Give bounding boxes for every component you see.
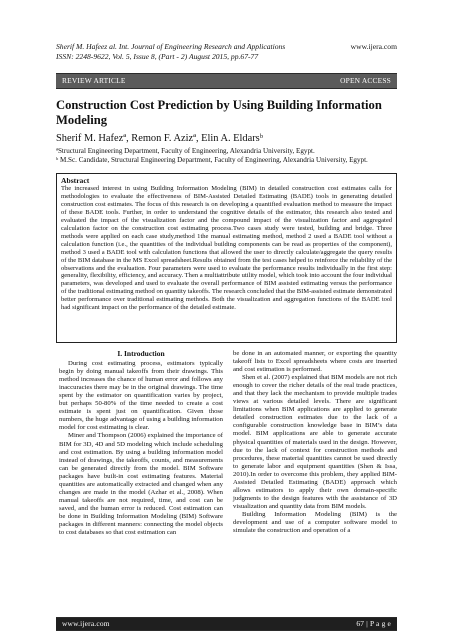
author-list: Sherif M. Hafezª, Remon F. Azizª, Elin A. Eldarsᵇ <box>56 133 263 144</box>
paragraph: Building Information Modeling (BIM) is the development and use of a computer software model to simulate the construction and operation of a <box>233 510 397 535</box>
page-footer <box>56 617 397 631</box>
paragraph: During cost estimating process, estimators typically begin by doing manual takeoffs from their drawings. This method increases the chance of human error and follows any inaccuracies there may be in the original drawings. The time spent by the estimator on quantification varies by project, but perhaps 50-80% of the time needed to create a cost estimate is spent just on quantification. Given those numbers, the huge advantage of using a building information model for cost estimating is clear. <box>59 360 223 432</box>
abstract-text: The increased interest in using Building Information Modeling (BIM) in detailed construction cost estimates calls for methodologies to evaluate the effectiveness of BIM-Assisted Detailed Estimating (BADE) tools in generating detailed construction cost estimates. The focus of this research is on developing a quantified evaluation method to measure the impact of these BADE tools. Further, in order to understand the cognitive details of the estimator, this research also tested and evaluated the impact of the visualization factor and the compound impact of the visualization factor and aggregated calculation factor on the construction cost estimating process.Two cases study were tested, building and bridge. Three methods were applied on each case study,method 1the manual estimating method, method 2 used a BADE tool without a calculation function (i.e., the quantities of the individual building components can be read as properties of the component), method 3 used a BADE tool with calculation functions that allowed the user to directly calculate/aggregate the query results of the BIM database in the MS Excel spreadsheet.Results obtained from the test cases helped to reinforce the reliability of the observations and the evaluation. Four parameters were used to evaluate the performance results individually in the first step: generality, flexibility, efficiency, and accuracy. Then a multiattribute utility model, which took into account the four individual parameters, was developed and used to evaluate the overall performance of BIM assisted estimating versus the performance of the traditional estimating method on quantity takeoffs. The research concluded that the BIM-assisted estimate demonstrated better performance over traditional estimating methods. Both the visualization and aggregation functions of the BADE tool had significant impact on the performance of the detailed estimate. <box>61 185 393 312</box>
open-access-label: OPEN ACCESS <box>340 76 391 85</box>
journal-citation: Sherif M. Hafeez al. Int. Journal of Engineering Research and Applications <box>56 42 286 51</box>
paper-title: Construction Cost Prediction by Using Building Information Modeling <box>56 98 382 127</box>
right-column <box>233 350 397 535</box>
journal-website[interactable]: www.ijera.com <box>350 42 397 51</box>
section-heading-introduction: I. Introduction <box>117 349 165 358</box>
review-article-label: REVIEW ARTICLE <box>62 76 126 85</box>
affiliation-b: ᵇ M.Sc. Candidate, Structural Engineering Department, Faculty of Engineering, Alexandria University, Egypt. <box>56 156 368 164</box>
affiliation-a: ªStructural Engineering Department, Faculty of Engineering, Alexandria University, Egypt. <box>56 147 315 155</box>
abstract-heading: Abstract <box>61 176 90 185</box>
page-number: 67 | P a g e <box>356 619 391 628</box>
paragraph: Miner and Thompson (2006) explained the importance of BIM for 3D, 4D and 5D modeling which include scheduling and cost estimation. By using a building information model instead of drawings, the takeoffs, counts, and measurements can be generated directly from the model. BIM Software packages have built-in cost estimating features. Material quantities are automatically extracted and changed when any changes are made in the model (Azhar et al., 2008). When manual takeoffs are not required, time, and cost can be saved, and the human error is reduced. Cost estimation can be done in Building Information Modeling (BIM) Software packages in different manners: connecting the model objects to cost databases so that cost estimation can <box>59 432 223 537</box>
journal-issn: ISSN: 2248-9622, Vol. 5, Issue 8, (Part - 2) August 2015, pp.67-77 <box>56 52 259 61</box>
left-column <box>59 350 223 537</box>
footer-website[interactable]: www.ijera.com <box>62 619 110 628</box>
journal-header <box>56 42 397 62</box>
paragraph: be done in an automated manner, or exporting the quantity takeoff lists to Excel spreadsheets where costs are inserted and cost estimation is performed. <box>233 350 397 374</box>
paragraph: Shen et al. (2007) explained that BIM models are not rich enough to cover the richer details of the real trade practices, and that they lack the mechanism to provide multiple trades views at various detailed levels. There are significant limitations when BIM applications are applied to generate detailed construction estimates due to the lack of a configurable construction knowledge base in BIM’s data model. BIM applications are able to generate accurate physical quantities of materials used in the design. However, due to the lack of context for construction methods and procedures, these material quantities cannot be used directly to generate labor and equipment quantities (Shen & Issa, 2010).In order to overcome this problem, they applied BIM-Assisted Detailed Estimating (BADE) approach which allows estimators to apply their own domain-specific judgments to the design features with the assistance of 3D visualization and quantity data from BIM models. <box>233 374 397 510</box>
article-type-banner <box>56 73 397 89</box>
abstract-box <box>56 173 397 343</box>
